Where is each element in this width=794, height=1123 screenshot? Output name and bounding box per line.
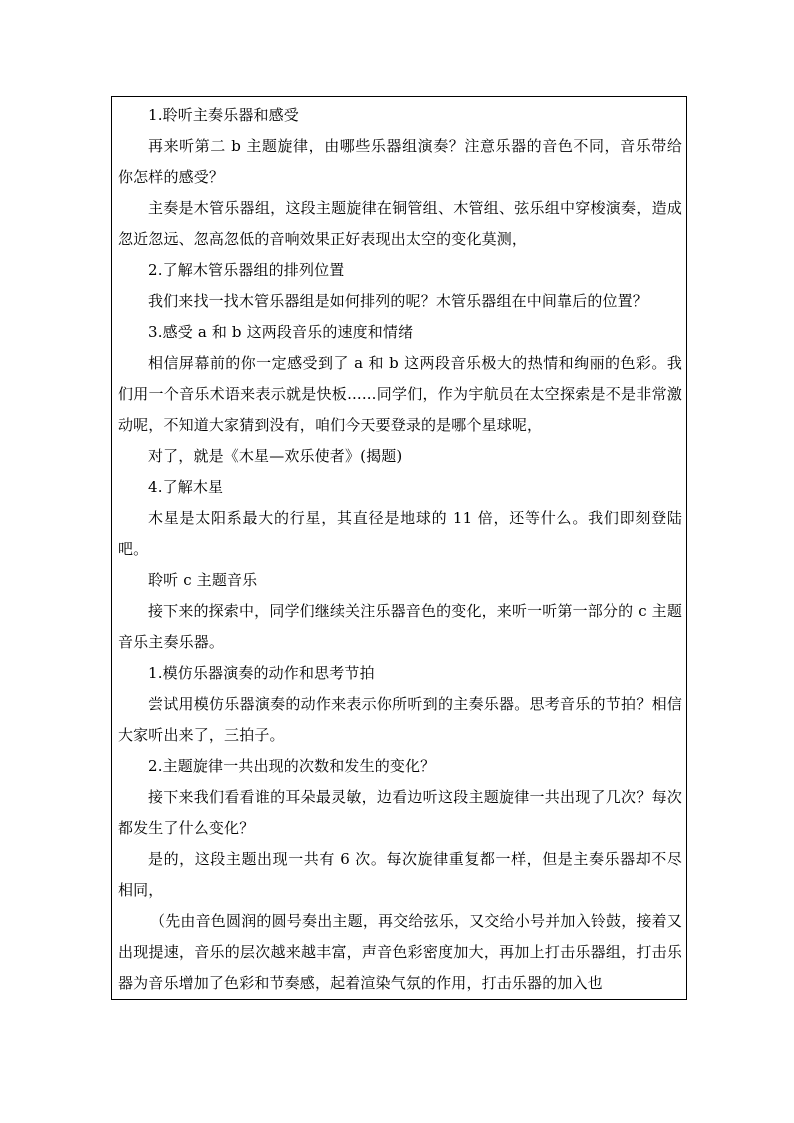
heading-about-jupiter: 4.了解木星: [148, 478, 224, 496]
paragraph-theme-c-intro: 接下来的探索中，同学们继续关注乐器音色的变化，来听一听第一部分的 c 主题音乐主奏乐器。: [118, 602, 682, 651]
paragraph-woodwind-position: 我们来找一找木管乐器组是如何排列的呢？木管乐器组在中间靠后的位置？: [148, 292, 648, 310]
paragraph-instrument-sequence: （先由音色圆润的圆号奏出主题，再交给弦乐，又交给小号并加入铃鼓，接着又出现提速，音乐的层次越来越丰富，声音色彩密度加大，再加上打击乐器组，打击乐器为音乐增加了色彩和节奏感，起着渲染气氛的作用，打击乐器的加入也: [118, 912, 682, 992]
paragraph-jupiter-facts: 木星是太阳系最大的行星，其直径是地球的 11 倍，还等什么。我们即刻登陆吧。: [118, 509, 682, 558]
heading-listen-lead-instrument: 1.聆听主奏乐器和感受: [148, 106, 299, 124]
paragraph-woodwind-lead: 主奏是木管乐器组，这段主题旋律在铜管组、木管组、弦乐组中穿梭演奏，造成忽近忽远、忽高忽低的音响效果正好表现出太空的变化莫测，: [118, 199, 682, 248]
heading-imitate-instrument: 1.模仿乐器演奏的动作和思考节拍: [148, 664, 375, 682]
paragraph-triple-meter: 尝试用模仿乐器演奏的动作来表示你所听到的主奏乐器。思考音乐的节拍？相信大家听出来了，三拍子。: [118, 695, 682, 744]
document-body: [118, 100, 682, 999]
paragraph-reveal-title: 对了，就是《木星—欢乐使者》(揭题): [148, 447, 403, 465]
page-table-frame: [111, 96, 687, 1000]
heading-woodwind-position: 2.了解木管乐器组的排列位置: [148, 261, 345, 279]
heading-theme-repetitions: 2.主题旋律一共出现的次数和发生的变化？: [148, 757, 436, 775]
heading-tempo-mood: 3.感受 a 和 b 这两段音乐的速度和情绪: [148, 323, 414, 341]
paragraph-theme-b-question: 再来听第二 b 主题旋律，由哪些乐器组演奏？注意乐器的音色不同，音乐带给你怎样的感受？: [118, 137, 682, 186]
paragraph-repetitions-question: 接下来我们看看谁的耳朵最灵敏，边看边听这段主题旋律一共出现了几次？每次都发生了什么变化？: [118, 788, 682, 837]
heading-listen-theme-c: 聆听 c 主题音乐: [148, 571, 258, 589]
paragraph-allegro: 相信屏幕前的你一定感受到了 a 和 b 这两段音乐极大的热情和绚丽的色彩。我们用一个音乐术语来表示就是快板......同学们，作为宇航员在太空探索是不是非常激动呢，不知道大家猜到没有，咱们今天要登录的是哪个星球呢，: [118, 354, 682, 434]
paragraph-six-times: 是的，这段主题出现一共有 6 次。每次旋律重复都一样，但是主奏乐器却不尽相同，: [118, 850, 682, 899]
